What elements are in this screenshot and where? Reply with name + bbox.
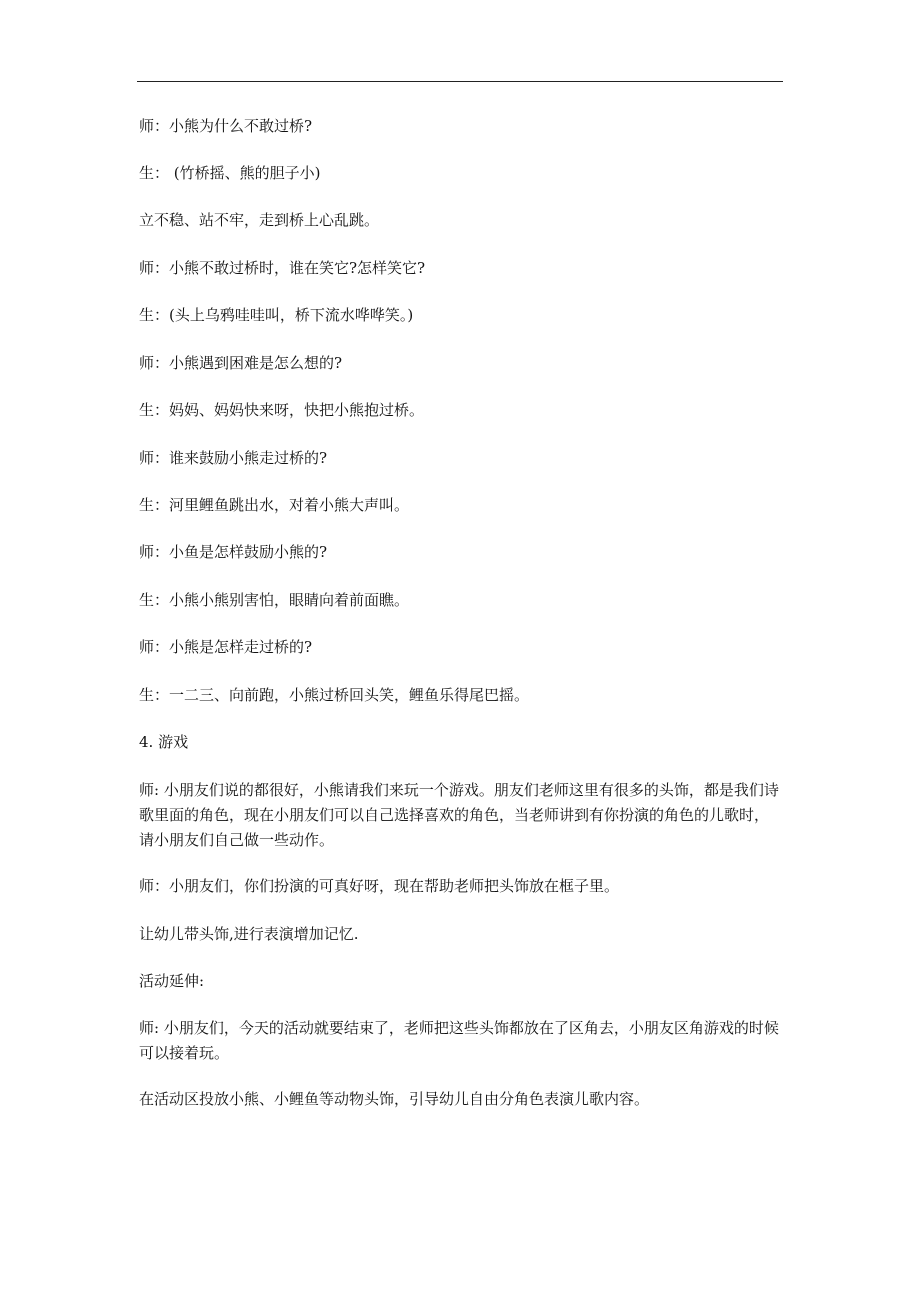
dialogue-line: 生：(头上乌鸦哇哇叫，桥下流水哗哗笑。) xyxy=(139,306,414,324)
dialogue-line: 师：小鱼是怎样鼓励小熊的? xyxy=(139,543,328,561)
dialogue-line: 师：小熊不敢过桥时，谁在笑它?怎样笑它? xyxy=(139,259,426,277)
dialogue-line: 生：河里鲤鱼跳出水，对着小熊大声叫。 xyxy=(139,496,410,514)
paragraph: 在活动区投放小熊、小鲤鱼等动物头饰，引导幼儿自由分角色表演儿歌内容。 xyxy=(139,1090,650,1108)
paragraph: 师: 小朋友们，今天的活动就要结束了，老师把这些头饰都放在了区角去，小朋友区角游戏的时候可以接着玩。 xyxy=(139,1019,779,1062)
dialogue-line: 生：一二三、向前跑，小熊过桥回头笑，鲤鱼乐得尾巴摇。 xyxy=(139,686,530,704)
dialogue-line: 师：小熊为什么不敢过桥? xyxy=(139,117,313,135)
dialogue-line: 师：小熊遇到困难是怎么想的? xyxy=(139,354,343,372)
dialogue-line: 生： (竹桥摇、熊的胆子小) xyxy=(139,164,321,182)
dialogue-line: 立不稳、站不牢，走到桥上心乱跳。 xyxy=(139,211,380,229)
dialogue-line: 生：小熊小熊别害怕，眼睛向着前面瞧。 xyxy=(139,591,410,609)
dialogue-line: 师：谁来鼓励小熊走过桥的? xyxy=(139,449,328,467)
header-rule xyxy=(137,81,783,82)
section-heading: 活动延伸: xyxy=(139,972,205,990)
paragraph: 让幼儿带头饰,进行表演增加记忆. xyxy=(139,925,359,943)
dialogue-line: 师：小熊是怎样走过桥的? xyxy=(139,638,313,656)
paragraph: 师: 小朋友们说的都很好，小熊请我们来玩一个游戏。朋友们老师这里有很多的头饰，都是我们诗歌里面的角色，现在小朋友们可以自己选择喜欢的角色，当老师讲到有你扮演的角色的儿歌时，请小朋友们自己做一些动作。 xyxy=(139,781,779,849)
section-heading: 4. 游戏 xyxy=(139,733,189,751)
paragraph: 师：小朋友们，你们扮演的可真好呀，现在帮助老师把头饰放在框子里。 xyxy=(139,877,620,895)
dialogue-line: 生：妈妈、妈妈快来呀，快把小熊抱过桥。 xyxy=(139,401,425,419)
